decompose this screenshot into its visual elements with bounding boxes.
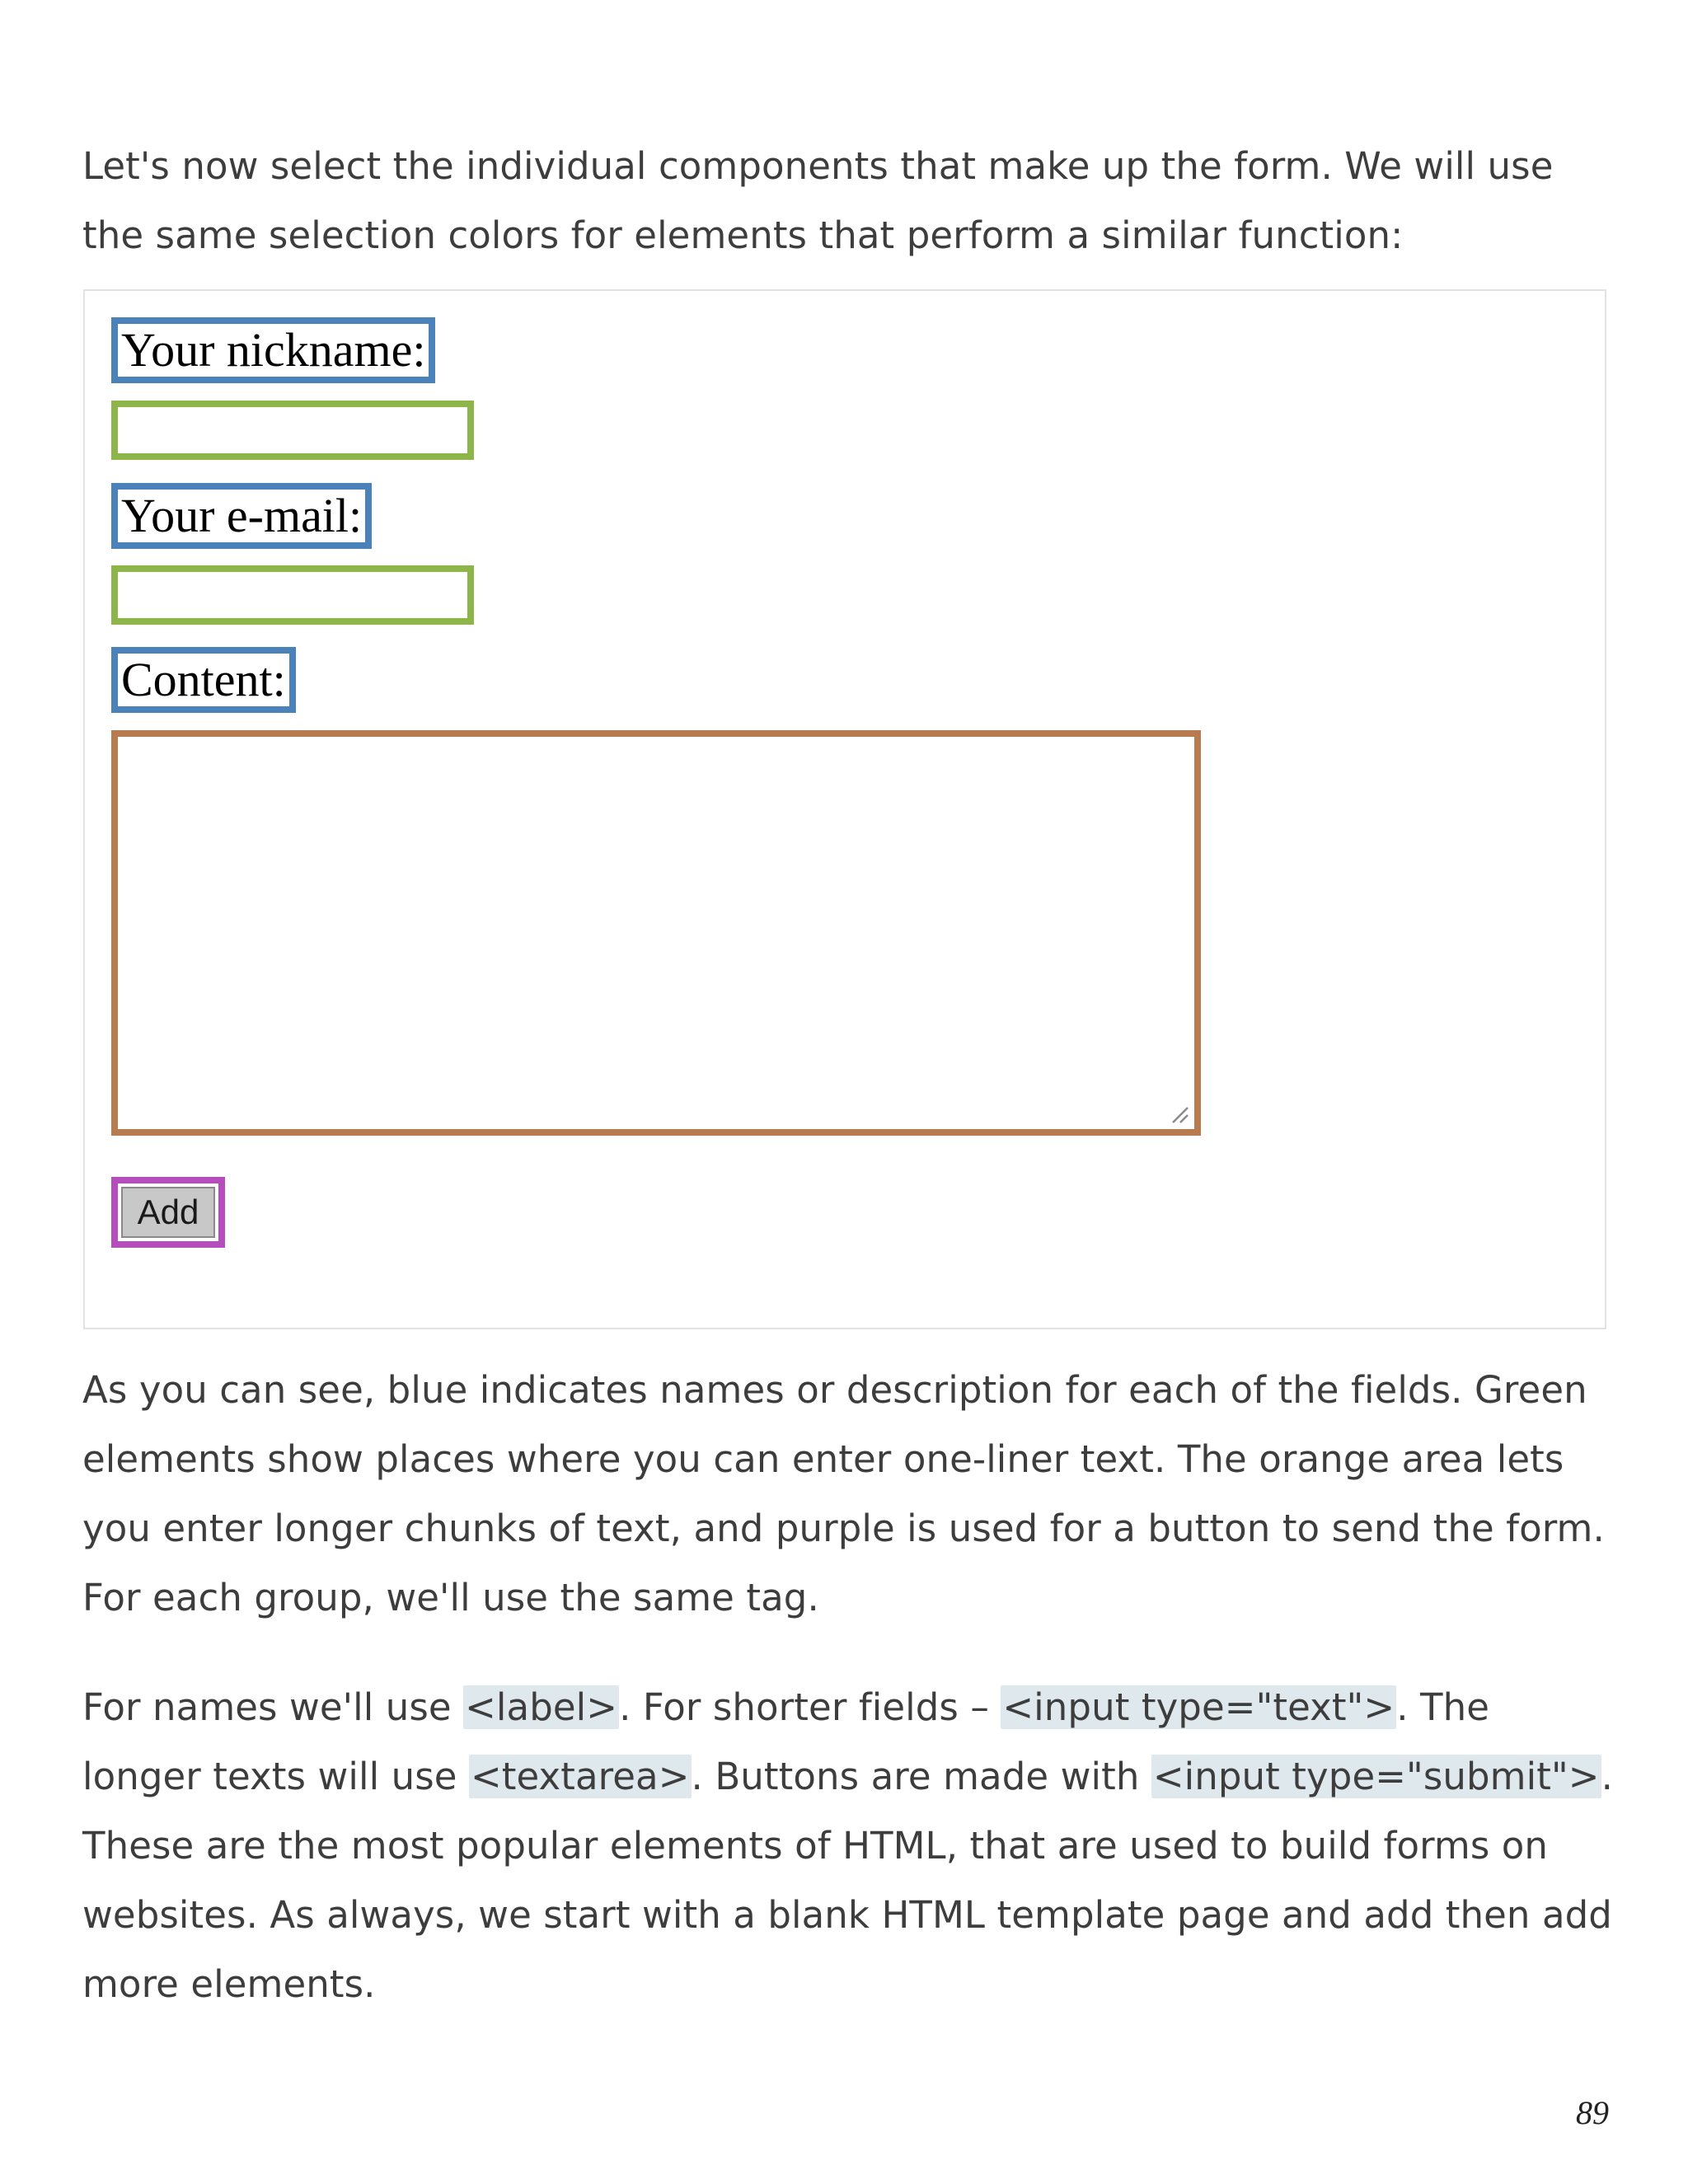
tags-paragraph [82,1673,1615,2019]
code-input-text-tag: <input type="text"> [1002,1685,1395,1729]
add-button-selection [111,1177,225,1248]
nickname-label: Your nickname: [111,317,435,383]
add-button[interactable]: Add [121,1187,215,1238]
page-number: 89 [1576,2094,1609,2131]
code-textarea-tag: <textarea> [470,1755,690,1798]
email-label: Your e-mail: [111,483,372,549]
resize-grip-icon[interactable] [1168,1103,1189,1124]
form-example-figure [83,289,1606,1329]
tags-text-1: For names we'll use [82,1685,464,1729]
tags-text-5: . These are the most popular elements of HTML, that are used to build forms on websites. As always, we start with a blank HTML template page and add then add more elements. [82,1755,1613,2006]
intro-paragraph: Let's now select the individual components that make up the form. We will use the same selection colors for elements that perform a similar function: [82,144,1554,257]
tags-text-3: . The longer texts will use [82,1685,1489,1798]
content-label: Content: [111,647,296,713]
code-label-tag: <label> [465,1685,618,1729]
nickname-input[interactable] [111,401,474,460]
tags-text-2: . For shorter fields – [619,1685,1001,1729]
email-input[interactable] [111,565,474,625]
content-textarea[interactable] [111,730,1201,1136]
tags-text-4: . Buttons are made with [691,1755,1151,1798]
code-input-submit-tag: <input type="submit"> [1152,1755,1600,1798]
explanation-paragraph: As you can see, blue indicates names or description for each of the fields. Green elements show places where you can enter one-liner text. The orange area lets you enter longer chunks of text, and purple is used for a button to send the form. For each group, we'll use the same tag. [82,1368,1605,1619]
